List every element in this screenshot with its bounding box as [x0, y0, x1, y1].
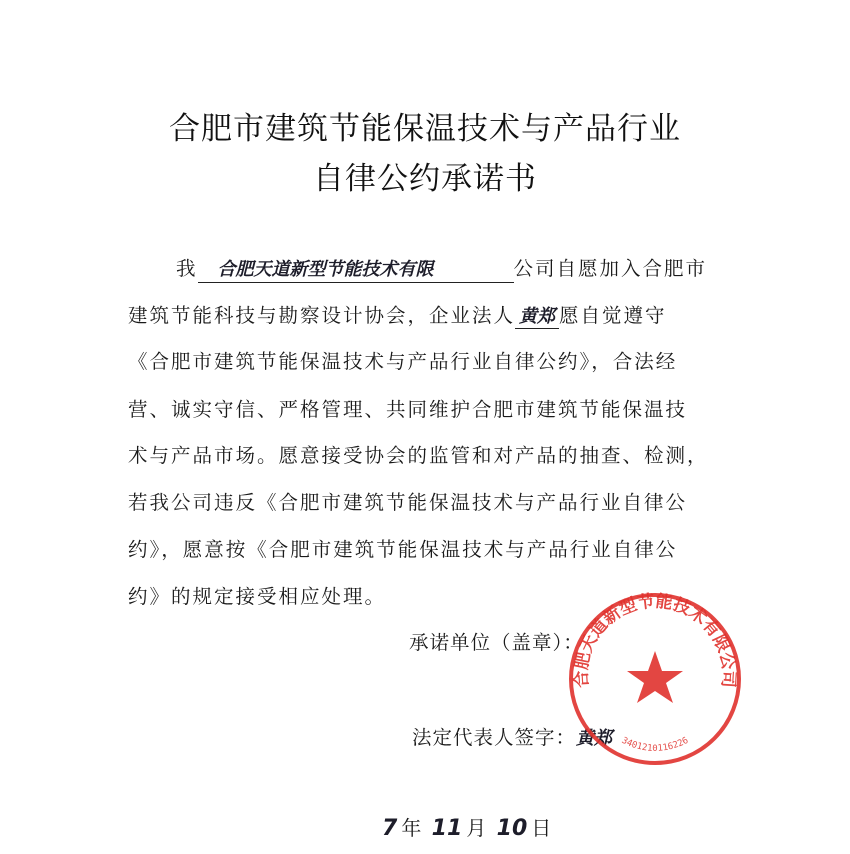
- body-line-2: [128, 300, 667, 329]
- date-day: 10: [496, 816, 528, 841]
- legal-rep-handwritten: 黄郑: [519, 306, 556, 327]
- legal-rep-signature-label: 法定代表人签字：: [412, 726, 577, 749]
- company-name-handwritten: 合肥天道新型节能技术有限: [217, 259, 434, 280]
- unit-seal-label: 承诺单位（盖章）：: [409, 631, 584, 654]
- seal-company-name-text: 合肥天道新型节能技术有限公司: [571, 591, 739, 689]
- company-name-field: [198, 257, 514, 283]
- body-line-7: 约》，愿意按《合肥市建筑节能保温技术与产品行业自律公: [128, 538, 678, 561]
- date-month: 11: [431, 816, 463, 841]
- body-line-5: 术与产品市场。愿意接受协会的监管和对产品的抽查、检测，: [128, 444, 709, 467]
- date-line: [378, 812, 551, 841]
- date-year: 7: [382, 816, 398, 841]
- date-year-unit: 年: [401, 816, 422, 840]
- body-line-1-suffix: 公司自愿加入合肥市: [513, 257, 708, 280]
- body-line-2-suffix: 愿自觉遵守: [559, 304, 667, 327]
- body-line-4: 营、诚实守信、严格管理、共同维护合肥市建筑节能保温技: [128, 398, 688, 421]
- legal-rep-signature: 黄郑: [576, 728, 613, 749]
- document-title-line-1: 合肥市建筑节能保温技术与产品行业: [169, 111, 681, 147]
- body-line-3: 《合肥市建筑节能保温技术与产品行业自律公约》，合法经: [128, 350, 678, 373]
- body-line-2-prefix: 建筑节能科技与勘察设计协会，企业法人: [128, 304, 516, 327]
- body-line-1: [176, 253, 707, 283]
- seal-star-icon: [627, 651, 683, 703]
- company-seal-stamp: [565, 589, 745, 769]
- date-day-unit: 日: [531, 816, 552, 840]
- body-line-8: 约》的规定接受相应处理。: [128, 585, 387, 608]
- body-line-6: 若我公司违反《合肥市建筑节能保温技术与产品行业自律公: [128, 491, 688, 514]
- body-prefix-wo: 我: [176, 257, 198, 280]
- legal-rep-field: [515, 305, 559, 329]
- date-month-unit: 月: [466, 816, 487, 840]
- seal-number-text: 3401210116226: [619, 735, 691, 754]
- document-title-line-2: 自律公约承诺书: [313, 161, 537, 197]
